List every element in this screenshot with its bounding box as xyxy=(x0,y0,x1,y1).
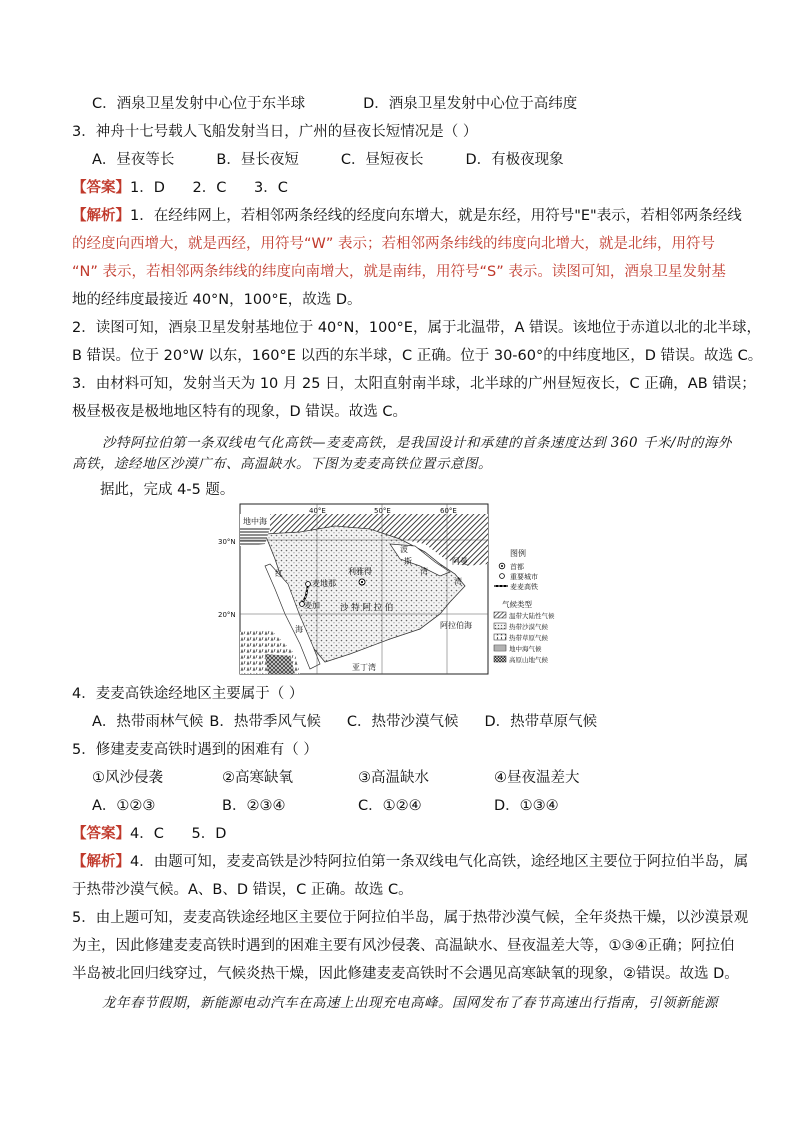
map-label-red: 红 xyxy=(275,569,283,578)
analysis-line: 地的经纬度最接近 40°N，100°E，故选 D。 xyxy=(72,292,362,308)
legend-climate-item: 温带大陆性气候 xyxy=(509,612,555,620)
map-lat-label: 30°N xyxy=(218,538,236,546)
passage-line: 龙年春节假期，新能源电动汽车在高速上出现充电高峰。国网发布了春节高速出行指南，引领新能源 xyxy=(102,995,718,1011)
q3-options xyxy=(92,150,564,170)
analysis-line: B 错误。位于 20°W 以东，160°E 以西的东半球，C 正确。位于 30-60°的中纬度地区，D 错误。故选 C。 xyxy=(72,348,763,364)
analysis-line: 5．由上题可知，麦麦高铁途经地区主要位于阿拉伯半岛，属于热带沙漠气候，全年炎热干燥，以沙漠景观 xyxy=(72,910,749,926)
map-label-aden: 亚丁湾 xyxy=(352,663,376,672)
legend-title: 图例 xyxy=(510,549,526,558)
map-label-gulf: 湾 xyxy=(420,567,428,576)
map-label-mecca: 麦加 xyxy=(304,601,320,610)
q5-item: ④昼夜温差大 xyxy=(494,770,580,786)
answer-text: 4．C 5．D xyxy=(130,826,227,842)
map-label-oman: 阿曼 xyxy=(452,557,468,566)
analysis-line: 半岛被北回归线穿过，气候炎热干燥，因此修建麦麦高铁时不会遇见高寒缺氧的现象，②错误。故选 D。 xyxy=(72,966,739,982)
legend-railway: 麦麦高铁 xyxy=(510,583,538,591)
map-legend xyxy=(488,504,568,674)
answer-block-2 xyxy=(72,824,226,844)
legend-climate-item: 热带沙漠气候 xyxy=(509,623,548,631)
q4-options xyxy=(92,712,597,732)
map-label-persian: 波 xyxy=(400,545,408,554)
legend-climate-item: 地中海气候 xyxy=(509,645,542,653)
q5-item: ②高寒缺氧 xyxy=(222,770,293,786)
analysis-label: 【解析】 xyxy=(72,854,130,870)
answer-text: 1．D 2．C 3．C xyxy=(130,180,288,196)
q4-option-a: A．热带雨林气候 xyxy=(92,714,204,730)
q5-item: ③高温缺水 xyxy=(358,770,429,786)
q4-option-d: D．热带草原气候 xyxy=(484,714,598,730)
legend-climate-title: 气候类型 xyxy=(502,600,532,609)
map-label-medina: 麦地那 xyxy=(312,579,336,588)
answer-label: 【答案】 xyxy=(72,180,130,196)
analysis-line: 于热带沙漠气候。A、B、D 错误，C 正确。故选 C。 xyxy=(72,882,413,898)
passage-line: 沙特阿拉伯第一条双线电气化高铁—麦麦高铁，是我国设计和承建的首条速度达到 360 千米/时的海外 xyxy=(102,435,732,451)
analysis-line: 极昼极夜是极地地区特有的现象，D 错误。故选 C。 xyxy=(72,404,408,420)
q3-option-b: B．昼长夜短 xyxy=(216,152,299,168)
q5-option-d: D．①③④ xyxy=(494,798,559,814)
map-lon-label: 50°E xyxy=(374,507,391,515)
q5-item: ①风沙侵袭 xyxy=(92,770,163,786)
analysis-line: 为主，因此修建麦麦高铁时遇到的困难主要有风沙侵袭、高温缺水、昼夜温差大等，①③④正确；阿拉伯 xyxy=(72,938,735,954)
analysis-line: 2．读图可知，酒泉卫星发射基地位于 40°N，100°E，属于北温带，A 错误。该地位于赤道以北的北半球， xyxy=(72,320,761,336)
map-label-arabian-sea: 阿拉伯海 xyxy=(440,621,472,630)
map-label-persian: 斯 xyxy=(404,557,412,566)
q5-option-b: B．②③④ xyxy=(222,798,286,814)
analysis-line: 【解析】1．在经纬网上，若相邻两条经线的经度向东增大，就是东经，用符号"E"表示，若相邻两条经线 xyxy=(72,208,742,224)
legend-city: 重要城市 xyxy=(510,573,538,581)
answer-block-1 xyxy=(72,178,288,198)
q3-option-d: D．有极夜现象 xyxy=(465,152,564,168)
railway-location-map xyxy=(218,504,488,674)
analysis-line: 的经度向西增大，就是西经，用符号“W” 表示；若相邻两条纬线的纬度向北增大，就是北纬，用符号 xyxy=(72,236,715,252)
q2-option-c: C．酒泉卫星发射中心位于东半球 xyxy=(92,96,306,112)
legend-climate-item: 热带草原气候 xyxy=(509,634,548,642)
map-lon-label: 40°E xyxy=(309,507,326,515)
analysis-line: 3．由材料可知，发射当天为 10 月 25 日，太阳直射南半球，北半球的广州昼短夜长，C 正确，AB 错误； xyxy=(72,376,756,392)
q5-stem: 5．修建麦麦高铁时遇到的困难有（ ） xyxy=(72,742,318,758)
map-lat-label: 20°N xyxy=(218,611,236,619)
map-label-mediterranean: 地中海 xyxy=(243,517,267,526)
city-icon xyxy=(500,574,505,579)
q5-option-c: C．①②④ xyxy=(358,798,422,814)
answer-label: 【答案】 xyxy=(72,826,130,842)
analysis-line: “N” 表示，若相邻两条纬线的纬度向南增大，就是南纬，用符号“S” 表示。读图可知，酒泉卫星发射基 xyxy=(72,264,726,280)
q2-options xyxy=(92,94,577,114)
map-label-saudi: 沙 特 阿 拉 伯 xyxy=(340,603,394,613)
passage-line: 高铁，途经地区沙漠广布、高温缺水。下图为麦麦高铁位置示意图。 xyxy=(72,456,492,472)
q5-option-a: A．①②③ xyxy=(92,798,156,814)
analysis-label: 【解析】 xyxy=(72,208,130,224)
map-label-sea: 海 xyxy=(295,625,303,634)
q4-option-c: C．热带沙漠气候 xyxy=(346,714,459,730)
map-lon-label: 60°E xyxy=(440,507,457,515)
legend-climate-item: 高原山地气候 xyxy=(509,656,548,664)
q3-option-a: A．昼夜等长 xyxy=(92,152,175,168)
q5-items xyxy=(92,768,580,788)
legend-capital: 首都 xyxy=(510,563,524,571)
q3-stem: 3．神舟十七号载人飞船发射当日，广州的昼夜长短情况是（ ） xyxy=(72,124,478,140)
passage-instruction: 据此，完成 4-5 题。 xyxy=(100,482,235,498)
map-label-riyadh: 利雅得 xyxy=(348,567,372,576)
q3-option-c: C．昼短夜长 xyxy=(340,152,424,168)
map-label-gulf: 湾 xyxy=(454,577,462,586)
analysis-line: 【解析】4．由题可知，麦麦高铁是沙特阿拉伯第一条双线电气化高铁，途经地区主要位于阿拉伯半岛，属 xyxy=(72,854,749,870)
q4-stem: 4．麦麦高铁途经地区主要属于（ ） xyxy=(72,686,304,702)
q5-options xyxy=(92,796,559,816)
q2-option-d: D．酒泉卫星发射中心位于高纬度 xyxy=(363,96,578,112)
q4-option-b: B．热带季风气候 xyxy=(209,714,321,730)
